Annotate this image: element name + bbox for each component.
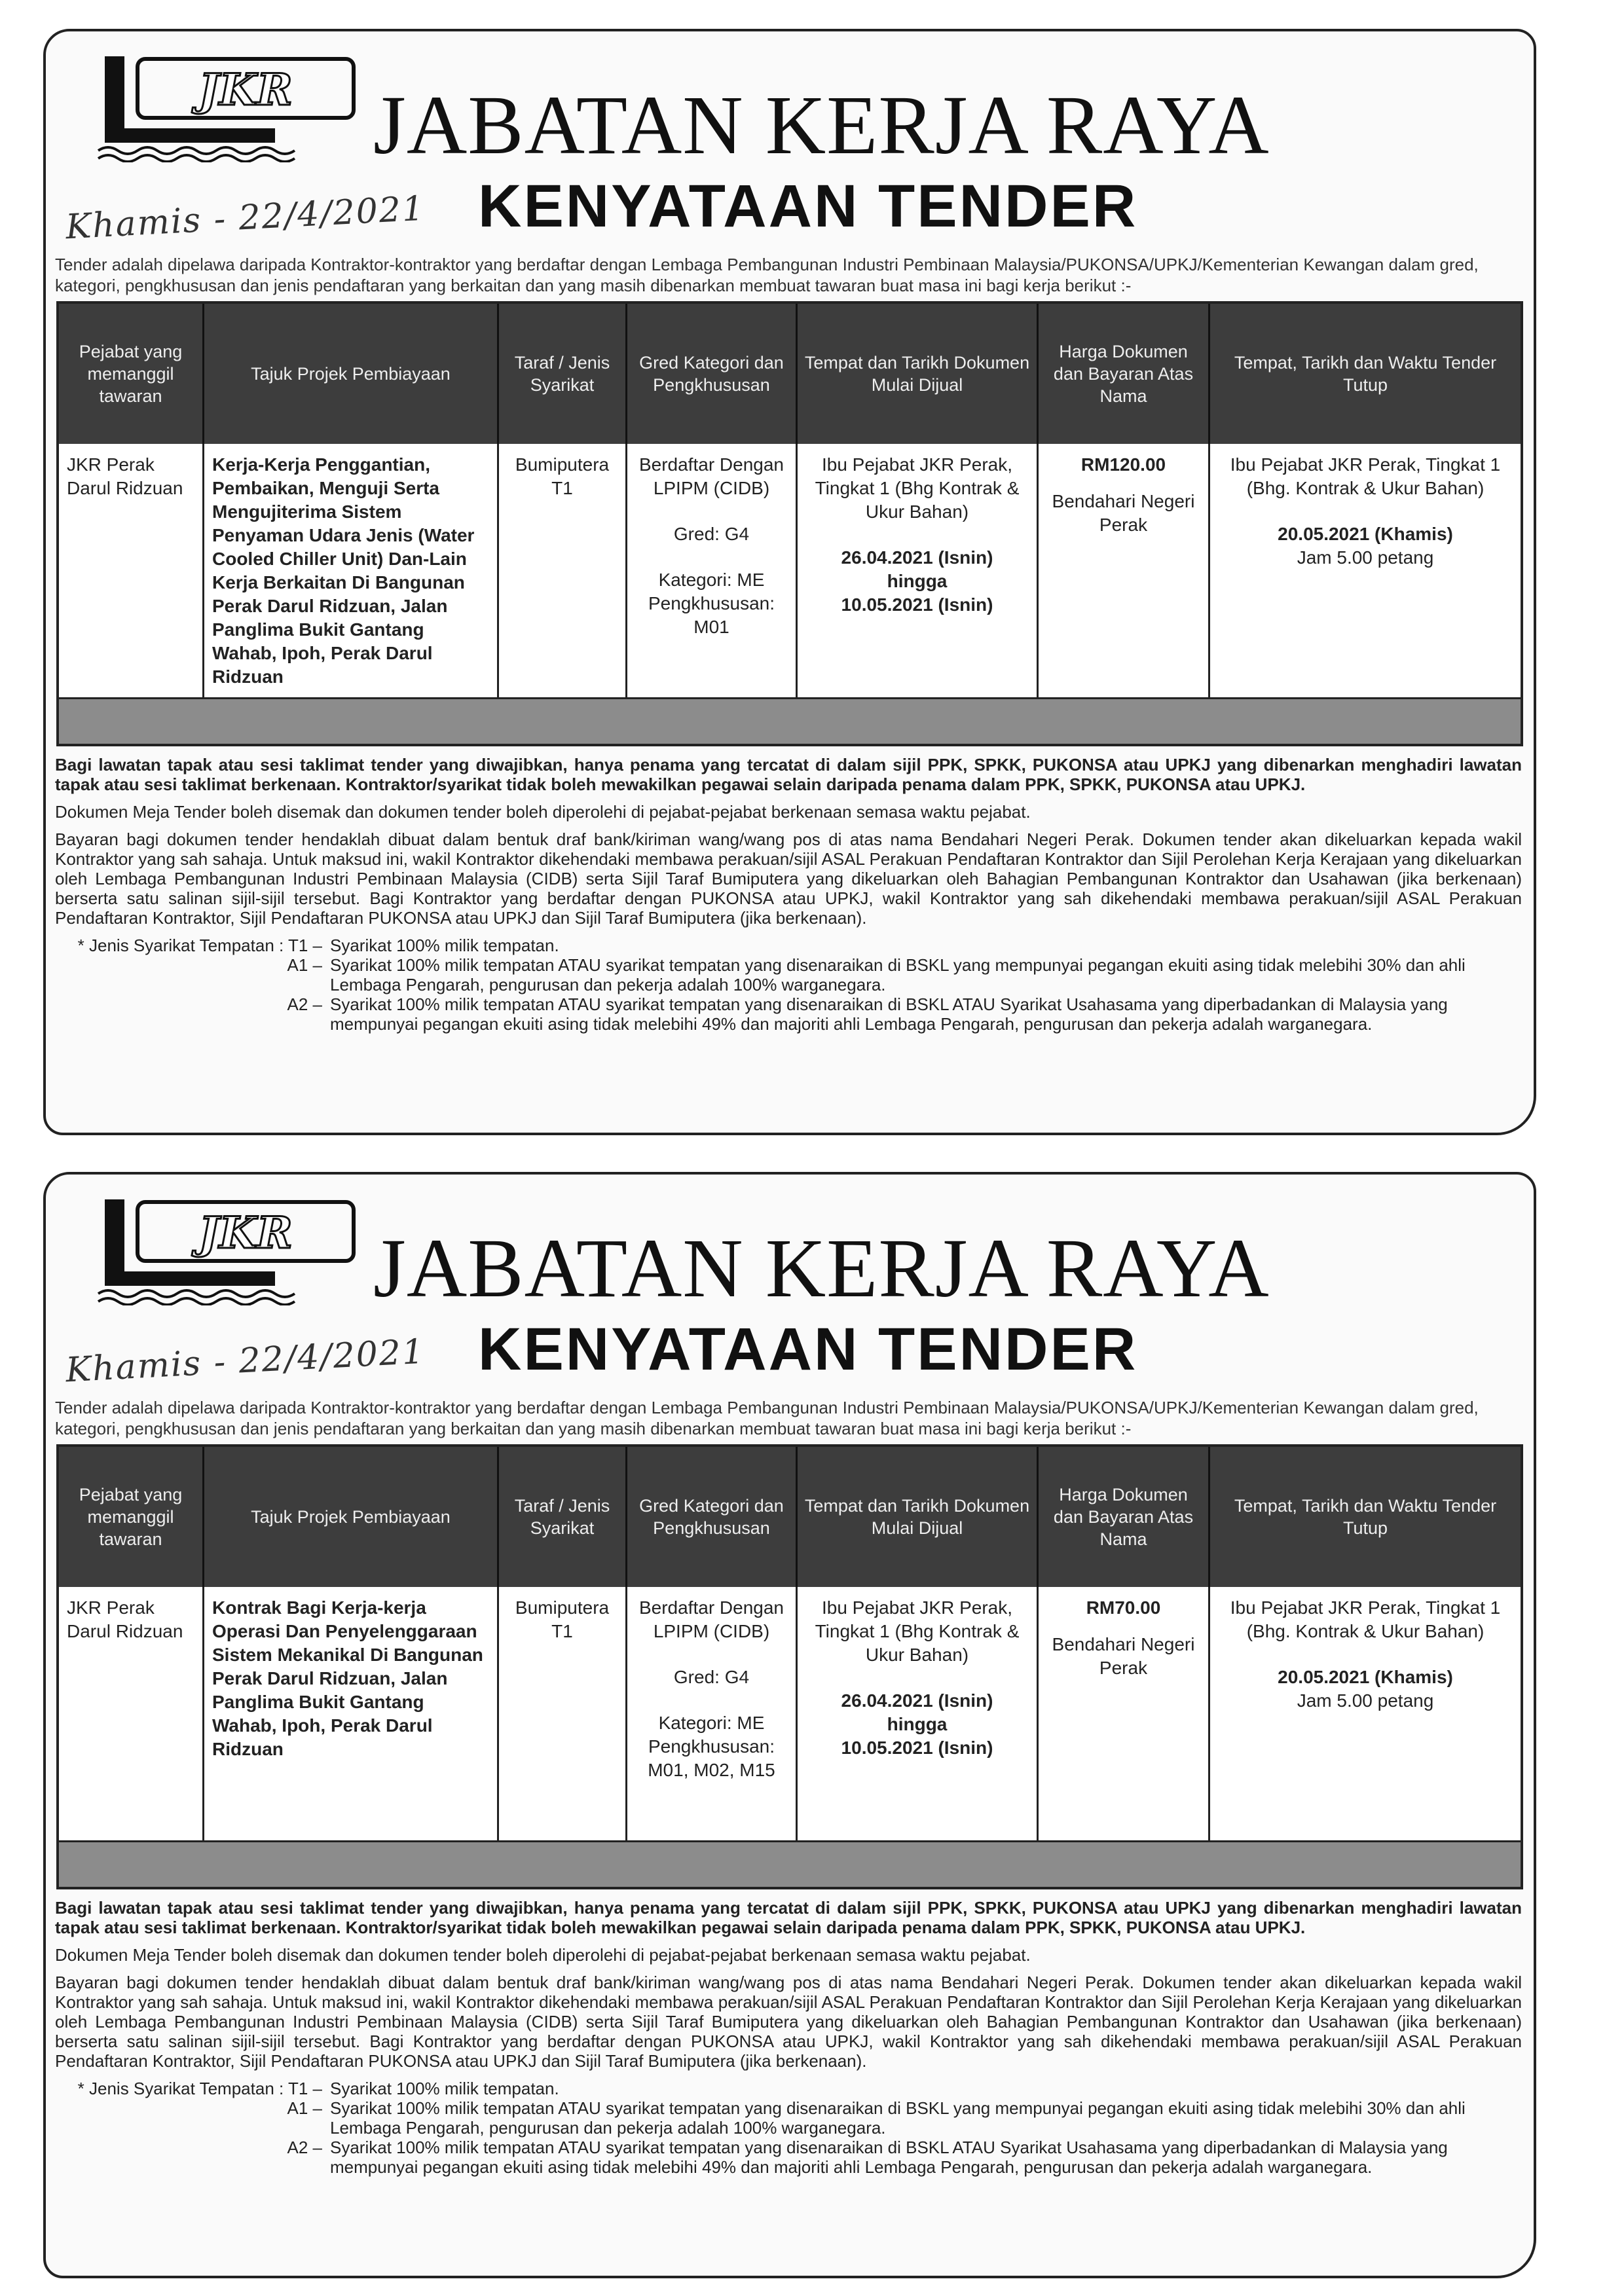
terms-section (55, 1898, 1522, 2177)
grade-specialization: Pengkhususan: M01 (648, 593, 775, 637)
grade-registration: Berdaftar Dengan LPIPM (CIDB) (638, 1597, 784, 1641)
notice-title: KENYATAAN TENDER (478, 1316, 1138, 1383)
doc-sale-place: Ibu Pejabat JKR Perak, Tingkat 1 (Bhg Kontrak & Ukur Bahan) (815, 454, 1020, 522)
status-code: T1 (551, 1621, 573, 1641)
closing-place: Ibu Pejabat JKR Perak, Tingkat 1 (Bhg. Kontrak & Ukur Bahan) (1230, 454, 1501, 498)
header-project: Tajuk Projek Pembiayaan (204, 1447, 499, 1587)
type-desc: Syarikat 100% milik tempatan ATAU syarikat tempatan yang disenaraikan di BSKL yang mempunyai pegangan ekuiti asing tidak melebihi 30% dan ahli Lembaga Pengarah, pengurusan dan pekerja adalah 100% warganegara. (330, 955, 1466, 994)
cell-doc-place (798, 444, 1039, 699)
type-label: * Jenis Syarikat Tempatan : T1 – (77, 936, 322, 955)
documents-paragraph: Dokumen Meja Tender boleh disemak dan dokumen tender boleh diperolehi di pejabat-pejabat berkenaan semasa waktu pejabat. (55, 1945, 1031, 1965)
tender-notice-1 (43, 29, 1536, 1135)
document-price: RM70.00 (1086, 1597, 1161, 1618)
payment-paragraph: Bayaran bagi dokumen tender hendaklah dibuat dalam bentuk draf bank/kiriman wang/wang pos di atas nama Bendahari Negeri Perak. Dokumen tender akan dikeluarkan kepada wakil Kontraktor yang sah sahaja. Untuk maksud ini, wakil Kontraktor dikehendaki membawa perakuan/sijil ASAL Perakuan Pendaftaran Kontraktor dan Sijil Perolehan Kerja Kerajaan yang dikeluarkan oleh Lembaga Pembangunan Industri Pembinaan Malaysia (CIDB) serta Sijil Taraf Bumiputera yang dikeluarkan oleh Bahagian Pembangunan Kontraktor dan Usahawan (jika berkenaan) berserta satu salinan sijil-sijil tersebut. Bagi Kontraktor yang berdaftar dengan PUKONSA atau UPKJ, wakil Kontraktor yang sah dikehendaki membawa perakuan/sijil ASAL Perakuan Pendaftaran Kontraktor, Sijil Pendaftaran PUKONSA atau UPKJ dan Sijil Taraf Bumiputera (jika berkenaan). (55, 1973, 1522, 2071)
header-grade: Gred Kategori dan Pengkhususan (627, 304, 798, 444)
list-item (55, 2138, 1522, 2177)
jkr-logo (92, 1194, 367, 1305)
doc-sale-until-word: hingga (887, 571, 948, 591)
notice-title: KENYATAAN TENDER (478, 173, 1138, 240)
terms-section (55, 755, 1522, 1034)
header-status: Taraf / Jenis Syarikat (499, 1447, 627, 1587)
header-grade: Gred Kategori dan Pengkhususan (627, 1447, 798, 1587)
closing-date: 20.05.2021 (Khamis) (1278, 524, 1453, 544)
payment-paragraph: Bayaran bagi dokumen tender hendaklah dibuat dalam bentuk draf bank/kiriman wang/wang pos di atas nama Bendahari Negeri Perak. Dokumen tender akan dikeluarkan kepada wakil Kontraktor yang sah sahaja. Untuk maksud ini, wakil Kontraktor dikehendaki membawa perakuan/sijil ASAL Perakuan Pendaftaran Kontraktor dan Sijil Perolehan Kerja Kerajaan yang dikeluarkan oleh Lembaga Pembangunan Industri Pembinaan Malaysia (CIDB) serta Sijil Taraf Bumiputera yang dikeluarkan oleh Bahagian Pembangunan Kontraktor dan Usahawan (jika berkenaan) berserta satu salinan sijil-sijil tersebut. Bagi Kontraktor yang berdaftar dengan PUKONSA atau UPKJ, wakil Kontraktor yang sah dikehendaki membawa perakuan/sijil ASAL Perakuan Pendaftaran Kontraktor, Sijil Pendaftaran PUKONSA atau UPKJ dan Sijil Taraf Bumiputera (jika berkenaan). (55, 829, 1522, 928)
type-label: * Jenis Syarikat Tempatan : T1 – (77, 2079, 322, 2098)
table-footer-bar (59, 1840, 1521, 1887)
cell-doc-place (798, 1587, 1039, 1842)
header-closing: Tempat, Tarikh dan Waktu Tender Tutup (1234, 1496, 1497, 1538)
cell-status (499, 444, 627, 699)
tender-table (56, 301, 1523, 746)
cell-project: Kontrak Bagi Kerja-kerja Operasi Dan Penyelenggaraan Sistem Mekanikal Di Bangunan Perak Darul Ridzuan, Jalan Panglima Bukit Gantang Wahab, Ipoh, Perak Darul Ridzuan (204, 1587, 499, 1842)
tender-notice-2 (43, 1172, 1536, 2278)
status-type: Bumiputera (515, 1597, 610, 1618)
grade-gred: Gred: G4 (673, 1667, 750, 1687)
type-desc: Syarikat 100% milik tempatan ATAU syarikat tempatan yang disenaraikan di BSKL yang mempunyai pegangan ekuiti asing tidak melebihi 30% dan ahli Lembaga Pengarah, pengurusan dan pekerja adalah 100% warganegara. (330, 2098, 1466, 2138)
doc-sale-to: 10.05.2021 (Isnin) (841, 1738, 993, 1758)
header-doc-place: Tempat dan Tarikh Dokumen Mulai Dijual (798, 1447, 1039, 1587)
doc-sale-to: 10.05.2021 (Isnin) (841, 594, 993, 615)
list-item (55, 936, 1522, 955)
cell-price (1039, 444, 1210, 699)
type-label: A1 – (287, 2098, 322, 2118)
header-price: Harga Dokumen dan Bayaran Atas Nama (1039, 304, 1210, 444)
cell-office: JKR Perak Darul Ridzuan (59, 444, 204, 699)
doc-sale-until-word: hingga (887, 1714, 948, 1734)
header-price: Harga Dokumen dan Bayaran Atas Nama (1039, 1447, 1210, 1587)
intro-text: Tender adalah dipelawa daripada Kontraktor-kontraktor yang berdaftar dengan Lembaga Pembangunan Industri Pembinaan Malaysia/PUKONSA/UPKJ/Kementerian Kewangan dalam gred, kategori, pengkhususan dan jenis pendaftaran yang berkaitan dan yang masih dibenarkan membuat tawaran buat masa ini bagi kerja berikut :- (55, 1398, 1479, 1438)
cell-grade (627, 1587, 798, 1842)
header-project: Tajuk Projek Pembiayaan (204, 304, 499, 444)
closing-time: Jam 5.00 petang (1297, 1690, 1434, 1711)
header-closing: Tempat, Tarikh dan Waktu Tender Tutup (1234, 353, 1497, 395)
grade-specialization: Pengkhususan: M01, M02, M15 (648, 1736, 775, 1780)
company-types (55, 2079, 1522, 2177)
cell-status (499, 1587, 627, 1842)
cell-grade (627, 444, 798, 699)
type-label: A1 – (287, 955, 322, 975)
intro-text: Tender adalah dipelawa daripada Kontraktor-kontraktor yang berdaftar dengan Lembaga Pembangunan Industri Pembinaan Malaysia/PUKONSA/UPKJ/Kementerian Kewangan dalam gred, kategori, pengkhususan dan jenis pendaftaran yang berkaitan dan yang masih dibenarkan membuat tawaran buat masa ini bagi kerja berikut :- (55, 255, 1479, 295)
header-office: Pejabat yang memanggil tawaran (59, 304, 204, 444)
grade-gred: Gred: G4 (673, 524, 750, 544)
header-status: Taraf / Jenis Syarikat (499, 304, 627, 444)
type-label: A2 – (287, 994, 322, 1014)
status-type: Bumiputera (515, 454, 610, 475)
cell-office: JKR Perak Darul Ridzuan (59, 1587, 204, 1842)
documents-paragraph: Dokumen Meja Tender boleh disemak dan dokumen tender boleh diperolehi di pejabat-pejabat berkenaan semasa waktu pejabat. (55, 802, 1031, 822)
type-label: A2 – (287, 2138, 322, 2157)
svg-text:JKR: JKR (198, 1207, 293, 1258)
grade-category: Kategori: ME (658, 1713, 765, 1733)
handwritten-date: Khamis - 22/4/2021 (64, 189, 426, 247)
site-visit-paragraph: Bagi lawatan tapak atau sesi taklimat tender yang diwajibkan, hanya penama yang tercatat di dalam sijil PPK, SPKK, PUKONSA atau UPKJ yang dibenarkan menghadiri lawatan tapak atau sesi taklimat berkenaan. Kontraktor/syarikat tidak boleh mewakilkan pegawai selain daripada penama dalam PPK, SPKK, PUKONSA atau UPKJ. (55, 1898, 1522, 1937)
document-price: RM120.00 (1080, 454, 1166, 475)
table-header (59, 304, 1521, 444)
table-header (59, 1447, 1521, 1587)
status-code: T1 (551, 478, 573, 498)
department-title: JABATAN KERJA RAYA (373, 1222, 1270, 1315)
closing-time: Jam 5.00 petang (1297, 547, 1434, 568)
company-types (55, 936, 1522, 1034)
list-item (55, 994, 1522, 1034)
closing-date: 20.05.2021 (Khamis) (1278, 1667, 1453, 1687)
cell-price (1039, 1587, 1210, 1842)
type-desc: Syarikat 100% milik tempatan ATAU syarikat tempatan yang disenaraikan di BSKL ATAU Syarikat Usahasama yang diperbadankan di Malaysia yang mempunyai pegangan ekuiti asing tidak melebihi 49% dan majoriti ahli Lembaga Pengarah, pengurusan dan pekerja adalah warganegara. (330, 994, 1448, 1034)
grade-registration: Berdaftar Dengan LPIPM (CIDB) (638, 454, 784, 498)
handwritten-date: Khamis - 22/4/2021 (64, 1332, 426, 1391)
type-desc: Syarikat 100% milik tempatan. (330, 936, 559, 955)
table-footer-bar (59, 697, 1521, 744)
cell-closing (1210, 444, 1521, 699)
closing-place: Ibu Pejabat JKR Perak, Tingkat 1 (Bhg. Kontrak & Ukur Bahan) (1230, 1597, 1501, 1641)
doc-sale-from: 26.04.2021 (Isnin) (841, 547, 993, 568)
type-desc: Syarikat 100% milik tempatan. (330, 2079, 559, 2098)
tender-table (56, 1444, 1523, 1889)
table-row (59, 1587, 1521, 1842)
type-desc: Syarikat 100% milik tempatan ATAU syarikat tempatan yang disenaraikan di BSKL ATAU Syarikat Usahasama yang diperbadankan di Malaysia yang mempunyai pegangan ekuiti asing tidak melebihi 49% dan majoriti ahli Lembaga Pengarah, pengurusan dan pekerja adalah warganegara. (330, 2138, 1448, 2177)
list-item (55, 955, 1522, 994)
list-item (55, 2079, 1522, 2098)
list-item (55, 2098, 1522, 2138)
payee: Bendahari Negeri Perak (1052, 491, 1195, 535)
header-office: Pejabat yang memanggil tawaran (59, 1447, 204, 1587)
cell-closing (1210, 1587, 1521, 1842)
doc-sale-from: 26.04.2021 (Isnin) (841, 1690, 993, 1711)
doc-sale-place: Ibu Pejabat JKR Perak, Tingkat 1 (Bhg Kontrak & Ukur Bahan) (815, 1597, 1020, 1665)
grade-category: Kategori: ME (658, 570, 765, 590)
table-row (59, 444, 1521, 699)
payee: Bendahari Negeri Perak (1052, 1634, 1195, 1678)
svg-text:JKR: JKR (198, 64, 293, 115)
cell-project: Kerja-Kerja Penggantian, Pembaikan, Menguji Serta Mengujiterima Sistem Penyaman Udara Jenis (Water Cooled Chiller Unit) Dan-Lain Kerja Berkaitan Di Bangunan Perak Darul Ridzuan, Jalan Panglima Bukit Gantang Wahab, Ipoh, Perak Darul Ridzuan (204, 444, 499, 699)
site-visit-paragraph: Bagi lawatan tapak atau sesi taklimat tender yang diwajibkan, hanya penama yang tercatat di dalam sijil PPK, SPKK, PUKONSA atau UPKJ yang dibenarkan menghadiri lawatan tapak atau sesi taklimat berkenaan. Kontraktor/syarikat tidak boleh mewakilkan pegawai selain daripada penama dalam PPK, SPKK, PUKONSA atau UPKJ. (55, 755, 1522, 794)
jkr-logo (92, 51, 367, 162)
department-title: JABATAN KERJA RAYA (373, 79, 1270, 172)
header-doc-place: Tempat dan Tarikh Dokumen Mulai Dijual (798, 304, 1039, 444)
